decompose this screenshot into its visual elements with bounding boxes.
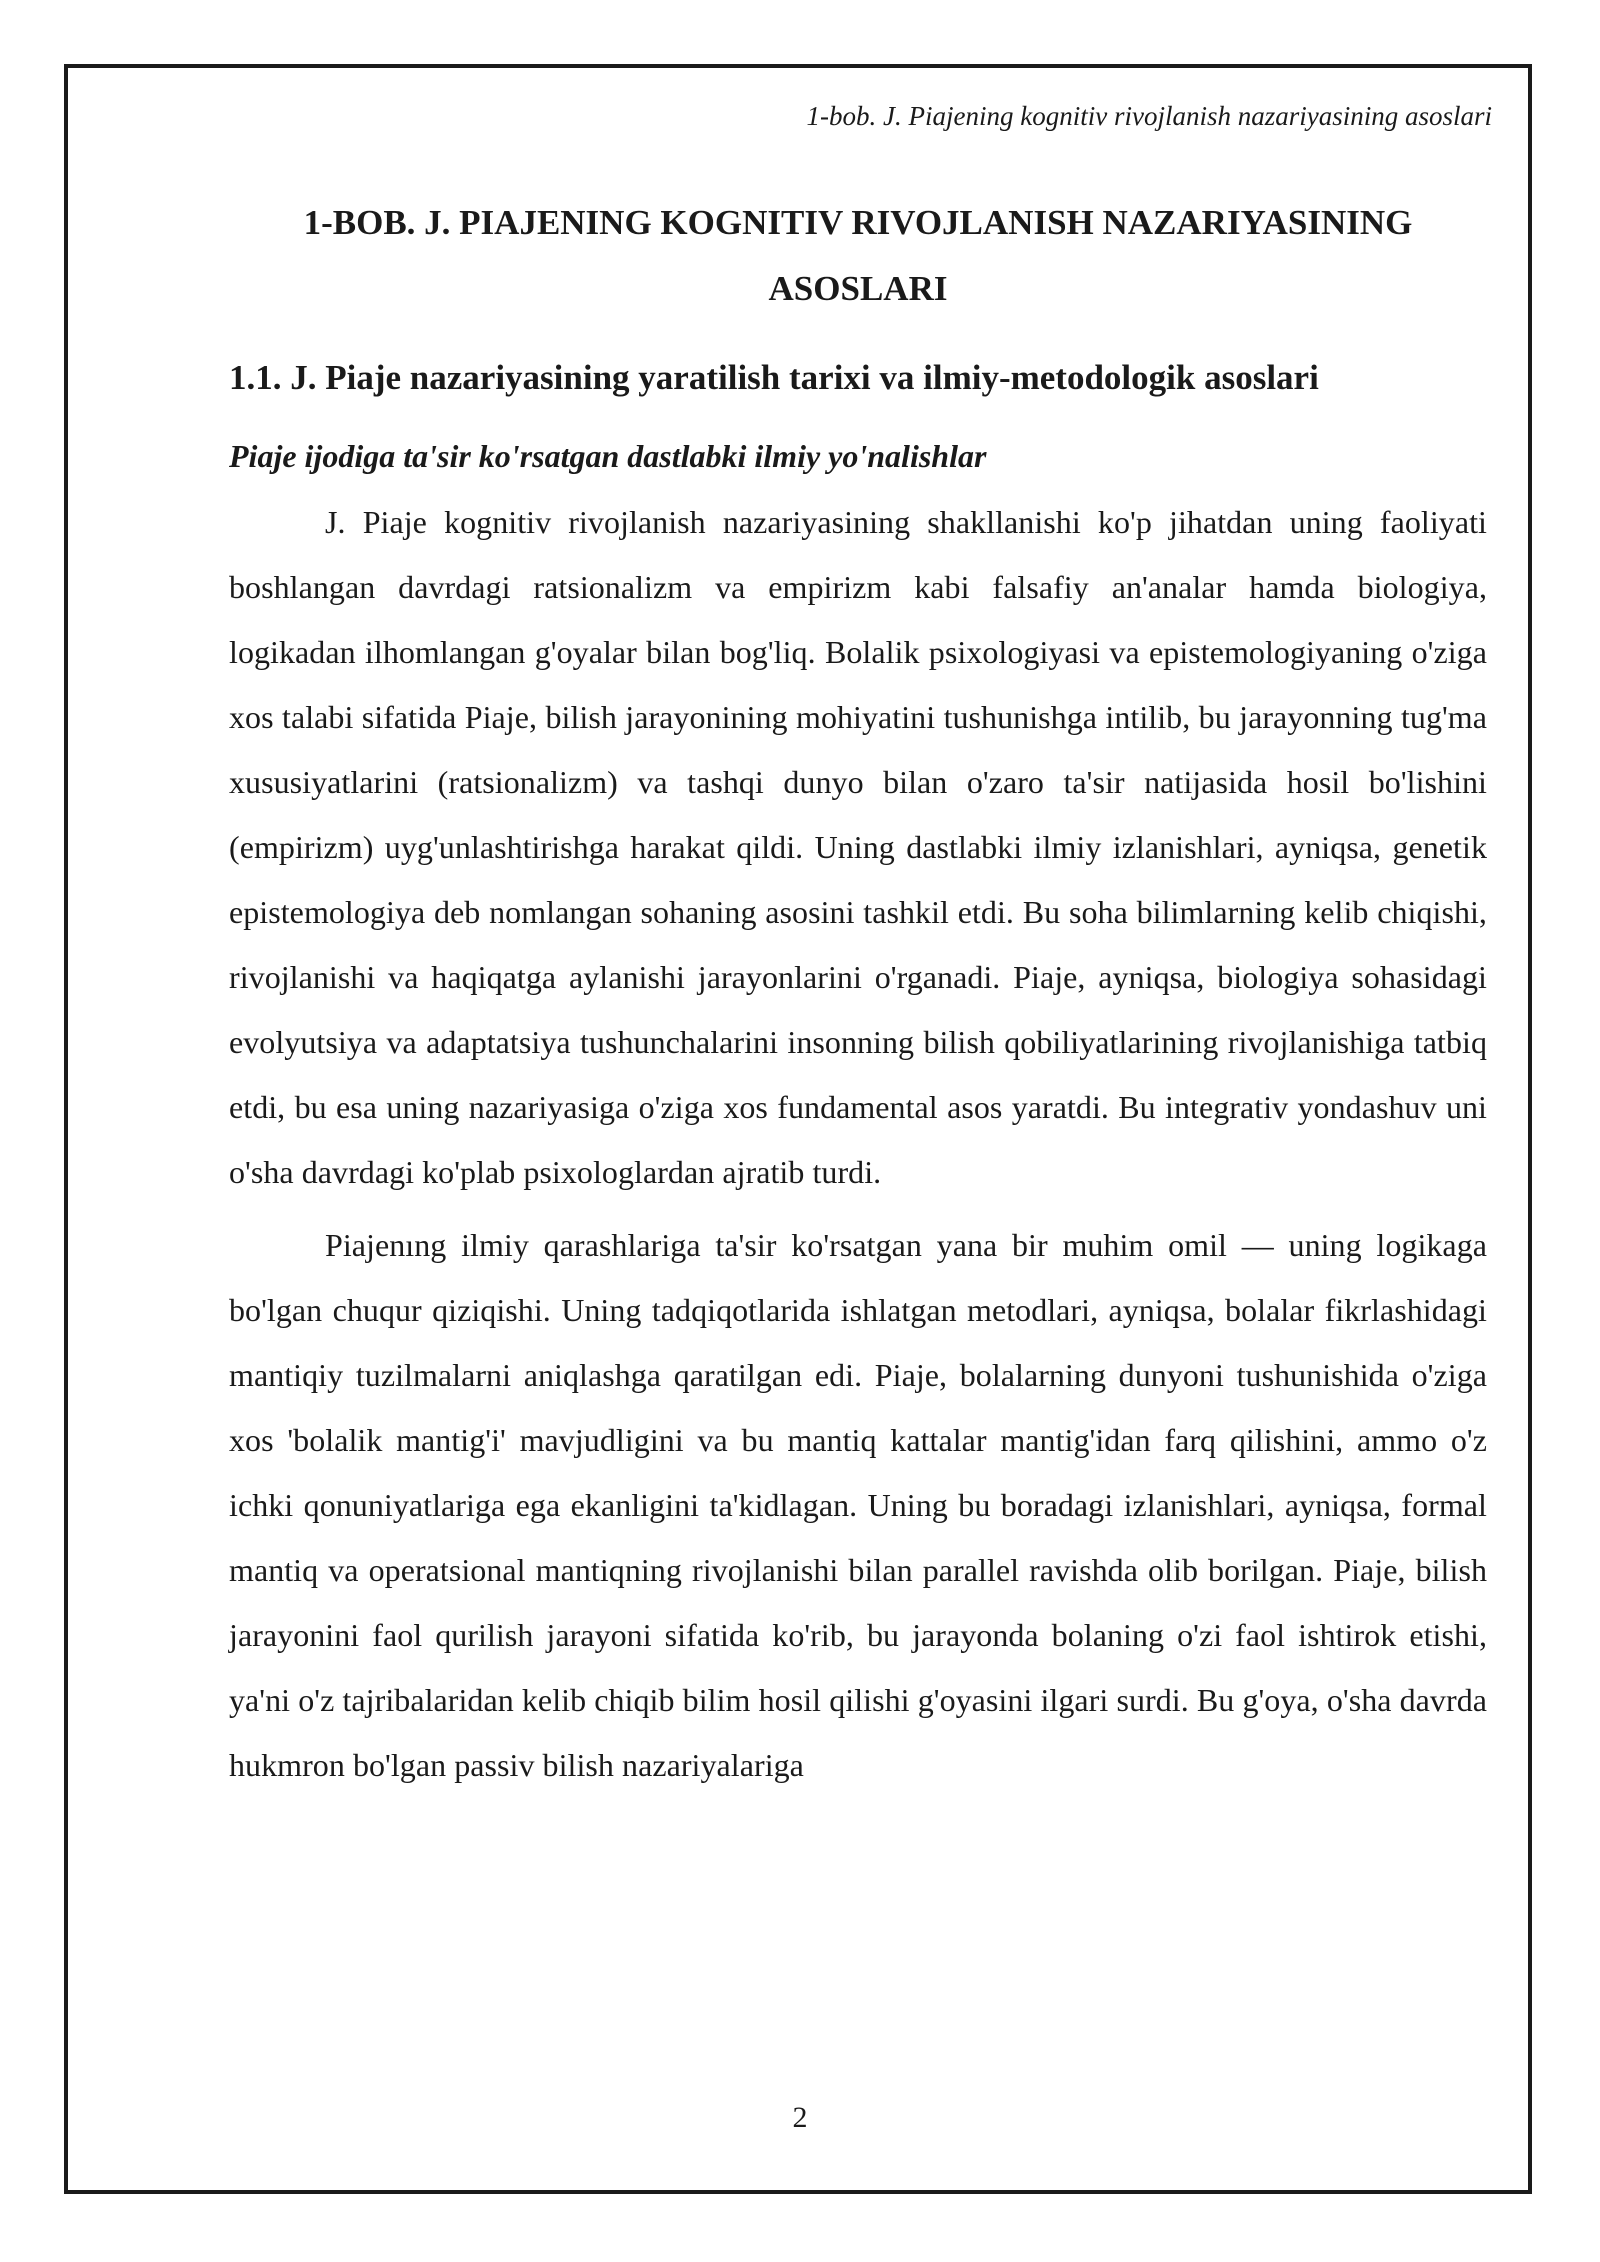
body-paragraph: J. Piaje kognitiv rivojlanish nazariyasining shakllanishi ko'p jihatdan uning faoliyati boshlangan davrdagi ratsionalizm va empirizm kabi falsafiy an'analar hamda biologiya, logikadan ilhomlangan g'oyalar bilan bog'liq. Bolalik psixologiyasi va epistemologiyaning o'ziga xos talabi sifatida Piaje, bilish jarayonining mohiyatini tushunishga intilib, bu jarayonning tug'ma xususiyatlarini (ratsionalizm) va tashqi dunyo bilan o'zaro ta'sir natijasida hosil bo'lishini (empirizm) uyg'unlashtirishga harakat qildi. Uning dastlabki ilmiy izlanishlari, ayniqsa, genetik epistemologiya deb nomlangan sohaning asosini tashkil etdi. Bu soha bilimlarning kelib chiqishi, rivojlanishi va haqiqatga aylanishi jarayonlarini o'rganadi. Piaje, ayniqsa, biologiya sohasidagi evolyutsiya va adaptatsiya tushunchalarini insonning bilish qobiliyatlarining rivojlanishiga tatbiq etdi, bu esa uning nazariyasiga o'ziga xos fundamental asos yaratdi. Bu integrativ yondashuv uni o'sha davrdagi ko'plab psixologlardan ajratib turdi. xyxy=(229,504,1487,1190)
section-title: 1.1. J. Piaje nazariyasining yaratilish tarixi va ilmiy-metodologik asoslari xyxy=(229,358,1319,397)
page-body xyxy=(229,178,1487,1798)
page-number: 2 xyxy=(792,2101,808,2134)
chapter-title: 1-BOB. J. PIAJENING KOGNITIV RIVOJLANISH NAZARIYASINING ASOSLARI xyxy=(303,203,1413,308)
running-header: 1-bob. J. Piajening kognitiv rivojlanish nazariyasining asoslari xyxy=(806,101,1492,131)
subsection-heading: Piaje ijodiga ta'sir ko'rsatgan dastlabki ilmiy yo'nalishlar xyxy=(229,438,987,474)
body-paragraph: Piajenıng ilmiy qarashlariga ta'sir ko'rsatgan yana bir muhim omil — uning logikaga bo'lgan chuqur qiziqishi. Uning tadqiqotlarida ishlatgan metodlari, ayniqsa, bolalar fikrlashidagi mantiqiy tuzilmalarni aniqlashga qaratilgan edi. Piaje, bolalarning dunyoni tushunishida o'ziga xos 'bolalik mantig'i' mavjudligini va bu mantiq kattalar mantig'idan farq qilishini, ammo o'z ichki qonuniyatlariga ega ekanligini ta'kidlagan. Uning bu boradagi izlanishlari, ayniqsa, formal mantiq va operatsional mantiqning rivojlanishi bilan parallel ravishda olib borilgan. Piaje, bilish jarayonini faol qurilish jarayoni sifatida ko'rib, bu jarayonda bolaning o'zi faol ishtirok etishi, ya'ni o'z tajribalaridan kelib chiqib bilim hosil qilishi g'oyasini ilgari surdi. Bu g'oya, o'sha davrda hukmron bo'lgan passiv bilish nazariyalariga xyxy=(229,1227,1487,1783)
